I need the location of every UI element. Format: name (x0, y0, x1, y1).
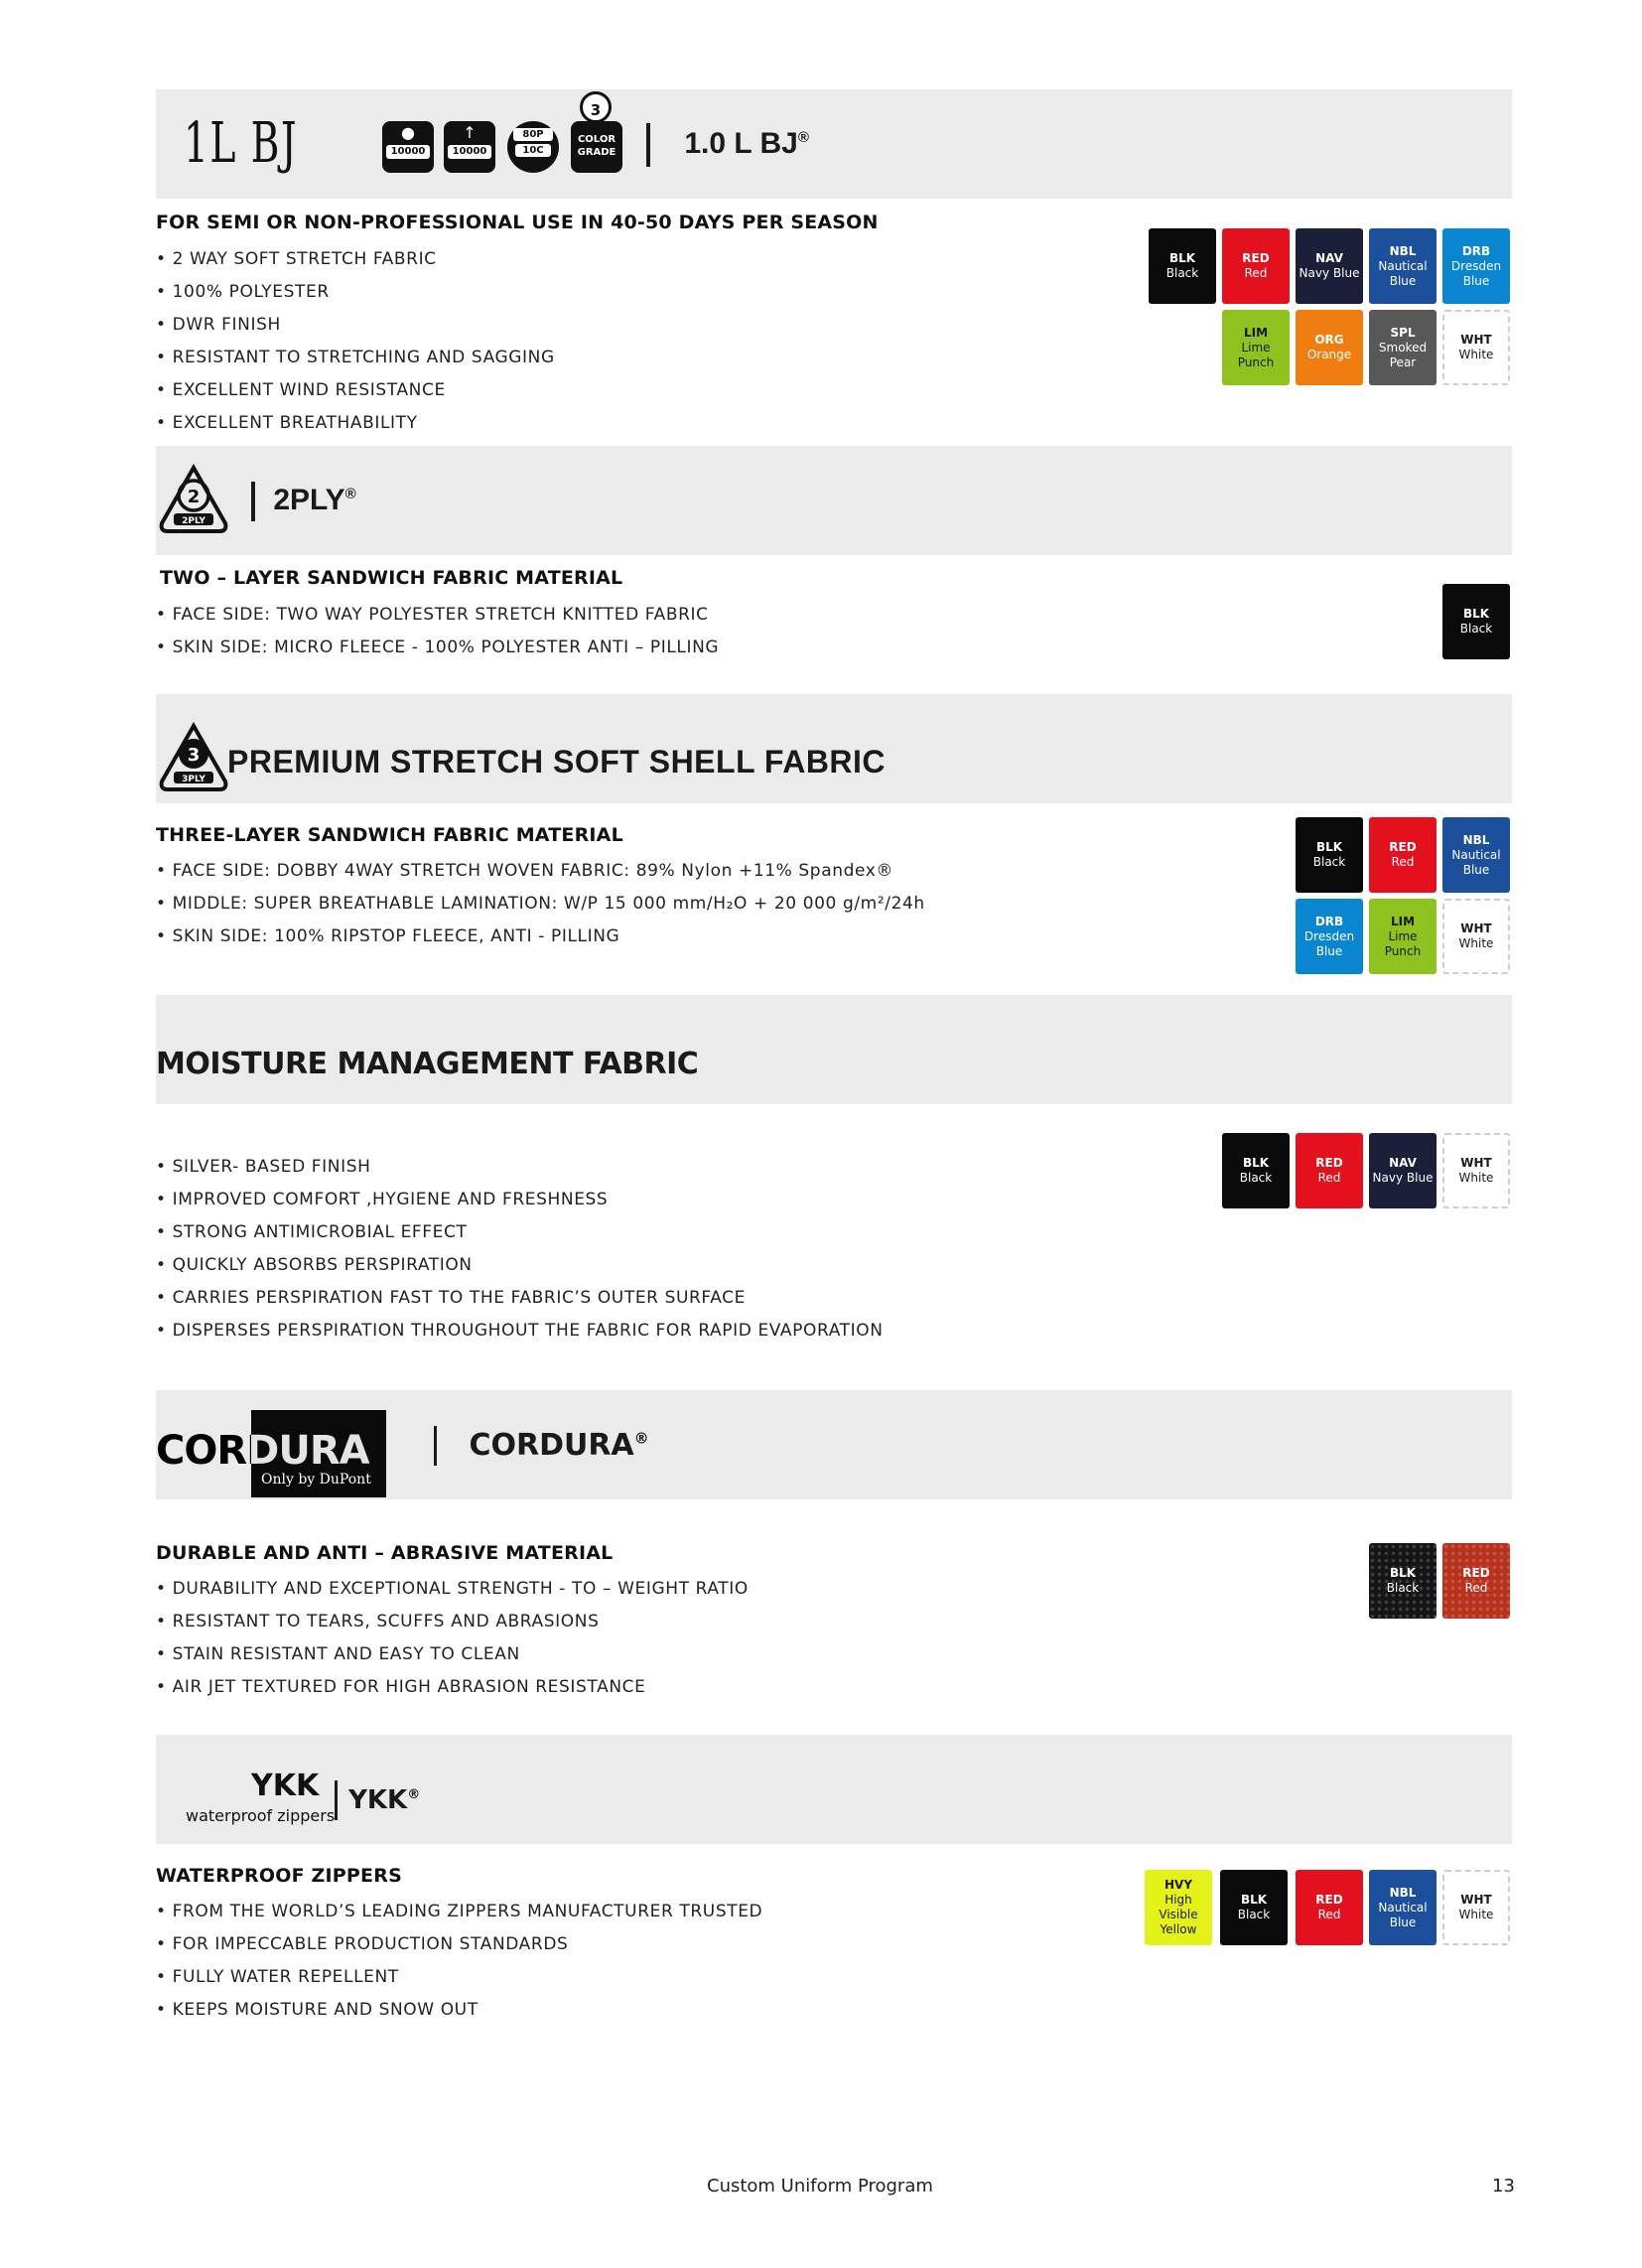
cordura-subhead: DURABLE AND ANTI – ABRASIVE MATERIAL (156, 1542, 614, 1564)
swatch-code: NBL (1462, 832, 1490, 847)
swatch-color-name: Nautical Blue (1451, 847, 1501, 877)
color-swatch-nbl (1369, 1870, 1437, 1945)
color-swatch-wht (1442, 1870, 1510, 1945)
swatch-code: LIM (1390, 914, 1416, 928)
registered-mark: ® (407, 1786, 421, 1802)
swatch-color-name: Nautical Blue (1378, 1900, 1428, 1929)
twoply-title: 2PLY (273, 483, 345, 516)
list-item: • SKIN SIDE: MICRO FLEECE - 100% POLYESTER ANTI – PILLING (156, 632, 719, 664)
list-item: • FOR IMPECCABLE PRODUCTION STANDARDS (156, 1928, 762, 1961)
list-item: • QUICKLY ABSORBS PERSPIRATION (156, 1249, 884, 1282)
list-item: • EXCELLENT WIND RESISTANCE (156, 374, 555, 407)
swatch-color-name: White (1458, 1908, 1494, 1921)
swatch-color-name: Dresden Blue (1450, 258, 1502, 288)
color-swatch-nbl (1369, 228, 1437, 304)
ykk-subhead: WATERPROOF ZIPPERS (156, 1865, 402, 1887)
swatch-color-name: White (1458, 936, 1494, 950)
swatch-color-name: Lime Punch (1237, 340, 1275, 369)
swatch-color-name: High Visible Yellow (1159, 1893, 1198, 1936)
color-swatch-spl (1369, 310, 1437, 385)
title-separator (251, 482, 255, 521)
softshell-title: PREMIUM STRETCH SOFT SHELL FABRIC (227, 744, 887, 780)
color-swatch-blk (1369, 1543, 1437, 1619)
swatch-color-name: Red (1317, 1908, 1341, 1921)
swatch-code: ORG (1314, 333, 1344, 347)
cordura-header-band (156, 1390, 1512, 1499)
color-swatch-blk (1296, 817, 1363, 893)
color-swatch-wht (1442, 1133, 1510, 1208)
moisture-title: MOISTURE MANAGEMENT FABRIC (156, 1047, 699, 1081)
threeply-logo-icon (156, 722, 231, 793)
swatch-code: NAV (1389, 1156, 1417, 1170)
cordura-title: CORDURA (469, 1427, 634, 1463)
ykk-header-band (156, 1735, 1512, 1844)
swatch-code: LIM (1243, 325, 1269, 340)
color-swatch-nbl (1442, 817, 1510, 893)
softshell-header-band (156, 694, 1512, 803)
cordura-title-group (434, 1426, 649, 1466)
swatch-code: RED (1462, 1566, 1490, 1580)
list-item: • FACE SIDE: DOBBY 4WAY STRETCH WOVEN FABRIC: 89% Nylon +11% Spandex® (156, 855, 925, 888)
swatch-code: NBL (1389, 1885, 1417, 1900)
list-item: • 100% POLYESTER (156, 276, 555, 309)
swatch-color-name: Red (1464, 1581, 1488, 1595)
swatch-color-name: White (1458, 1171, 1494, 1185)
swatch-code: BLK (1462, 607, 1490, 621)
color-swatch-hvy (1145, 1870, 1212, 1945)
footer-title: Custom Uniform Program (707, 2176, 933, 2197)
page-number: 13 (1492, 2176, 1515, 2197)
registered-mark: ® (633, 1429, 649, 1448)
cordura-bullets (156, 1573, 749, 1704)
swatch-color-name: Red (1244, 266, 1268, 280)
svg-text:2: 2 (187, 487, 201, 507)
bj-logo: 1L BJ (184, 111, 298, 176)
color-swatch-red (1296, 1133, 1363, 1208)
swatch-code: WHT (1460, 1156, 1492, 1170)
title-separator (434, 1426, 437, 1466)
swatch-color-name: Red (1391, 855, 1415, 869)
cordura-logo: CORDURA Only by DuPont (156, 1410, 386, 1497)
color-swatch-drb (1442, 228, 1510, 304)
color-swatch-nav (1296, 228, 1363, 304)
swatch-color-name: Dresden Blue (1303, 928, 1355, 958)
swatch-code: BLK (1315, 840, 1343, 854)
list-item: • MIDDLE: SUPER BREATHABLE LAMINATION: W/P 15 000 mm/H₂O + 20 000 g/m²/24h (156, 888, 925, 921)
list-item: • STAIN RESISTANT AND EASY TO CLEAN (156, 1638, 749, 1671)
swatch-color-name: Navy Blue (1372, 1171, 1434, 1185)
color-swatch-wht (1442, 899, 1510, 974)
color-swatch-red (1222, 228, 1290, 304)
swatch-code: WHT (1460, 921, 1492, 935)
list-item: • AIR JET TEXTURED FOR HIGH ABRASION RESISTANCE (156, 1671, 749, 1704)
list-item: • KEEPS MOISTURE AND SNOW OUT (156, 1994, 762, 2027)
list-item: • RESISTANT TO STRETCHING AND SAGGING (156, 342, 555, 374)
swatch-code: BLK (1242, 1156, 1270, 1170)
color-grade-icon: 3 COLOR GRADE (571, 91, 622, 173)
swatch-code: NAV (1315, 251, 1343, 265)
waterproof-rating-icon: ● 10000 (382, 121, 434, 173)
color-swatch-red (1296, 1870, 1363, 1945)
registered-mark: ® (797, 128, 809, 146)
color-swatch-org (1296, 310, 1363, 385)
swatch-code: RED (1315, 1156, 1343, 1170)
bj-header-band (156, 89, 1512, 199)
swatch-code: DRB (1461, 243, 1491, 258)
swatch-color-name: Black (1312, 855, 1346, 869)
color-swatch-lim (1369, 899, 1437, 974)
color-swatch-wht (1442, 310, 1510, 385)
registered-mark: ® (344, 485, 356, 502)
moisture-bullets (156, 1151, 884, 1347)
bj-title: 1.0 L BJ (684, 126, 798, 160)
bj-bullets (156, 243, 555, 440)
list-item: • IMPROVED COMFORT ,HYGIENE AND FRESHNESS (156, 1184, 884, 1216)
twoply-title-group (251, 482, 356, 521)
swatch-code: BLK (1168, 251, 1196, 265)
swatch-code: RED (1389, 840, 1417, 854)
swatch-code: RED (1242, 251, 1270, 265)
list-item: • SILVER- BASED FINISH (156, 1151, 884, 1184)
swatch-code: DRB (1314, 914, 1344, 928)
svg-text:3: 3 (187, 745, 201, 766)
color-swatch-red (1442, 1543, 1510, 1619)
swatch-code: WHT (1460, 1893, 1492, 1907)
swatch-code: BLK (1240, 1893, 1268, 1907)
swatch-color-name: Black (1237, 1908, 1271, 1921)
swatch-code: HVY (1163, 1878, 1193, 1892)
softshell-bullets (156, 855, 925, 953)
swatch-code: BLK (1389, 1566, 1417, 1580)
svg-text:2PLY: 2PLY (182, 516, 205, 526)
swatch-color-name: Navy Blue (1299, 266, 1360, 280)
wash-temperature-icon: 80P 10C (507, 121, 559, 173)
moisture-header-band (156, 995, 1512, 1104)
ykk-title: YKK (348, 1784, 408, 1815)
ykk-title-group (335, 1780, 420, 1820)
color-swatch-lim (1222, 310, 1290, 385)
ykk-bullets (156, 1896, 762, 2027)
list-item: • FACE SIDE: TWO WAY POLYESTER STRETCH KNITTED FABRIC (156, 599, 719, 632)
breathability-rating-icon: ↑ 10000 (444, 121, 495, 173)
swatch-color-name: Smoked Pear (1378, 340, 1428, 369)
swatch-color-name: Orange (1306, 348, 1352, 361)
color-swatch-blk (1149, 228, 1216, 304)
swatch-color-name: Lime Punch (1384, 928, 1422, 958)
color-swatch-red (1369, 817, 1437, 893)
color-swatch-blk (1220, 1870, 1288, 1945)
list-item: • DISPERSES PERSPIRATION THROUGHOUT THE FABRIC FOR RAPID EVAPORATION (156, 1315, 884, 1347)
list-item: • 2 WAY SOFT STRETCH FABRIC (156, 243, 555, 276)
swatch-color-name: Black (1386, 1581, 1420, 1595)
color-swatch-drb (1296, 899, 1363, 974)
list-item: • CARRIES PERSPIRATION FAST TO THE FABRIC’S OUTER SURFACE (156, 1282, 884, 1315)
swatch-color-name: Black (1239, 1171, 1273, 1185)
swatch-code: RED (1315, 1893, 1343, 1907)
softshell-subhead: THREE-LAYER SANDWICH FABRIC MATERIAL (156, 824, 623, 846)
twoply-logo-icon (156, 464, 231, 535)
swatch-color-name: Black (1165, 266, 1199, 280)
svg-text:3PLY: 3PLY (182, 775, 205, 784)
twoply-subhead: TWO – LAYER SANDWICH FABRIC MATERIAL (160, 567, 623, 589)
color-swatch-nav (1369, 1133, 1437, 1208)
list-item: • DWR FINISH (156, 309, 555, 342)
list-item: • STRONG ANTIMICROBIAL EFFECT (156, 1216, 884, 1249)
swatch-color-name: Red (1317, 1171, 1341, 1185)
swatch-code: SPL (1390, 325, 1416, 340)
color-swatch-blk (1442, 584, 1510, 659)
twoply-header-band (156, 446, 1512, 555)
list-item: • SKIN SIDE: 100% RIPSTOP FLEECE, ANTI - PILLING (156, 921, 925, 953)
list-item: • FULLY WATER REPELLENT (156, 1961, 762, 1994)
title-separator (335, 1780, 338, 1820)
list-item: • EXCELLENT BREATHABILITY (156, 407, 555, 440)
bj-subhead: FOR SEMI OR NON-PROFESSIONAL USE IN 40-50 DAYS PER SEASON (156, 212, 879, 233)
swatch-color-name: Nautical Blue (1378, 258, 1428, 288)
swatch-color-name: Black (1459, 622, 1493, 636)
ykk-logo: YKK waterproof zippers (186, 1769, 336, 1825)
title-separator (646, 123, 650, 167)
swatch-code: WHT (1460, 333, 1492, 347)
list-item: • DURABILITY AND EXCEPTIONAL STRENGTH - TO – WEIGHT RATIO (156, 1573, 749, 1606)
bj-title-group (646, 123, 809, 167)
swatch-code: NBL (1389, 243, 1417, 258)
color-swatch-blk (1222, 1133, 1290, 1208)
list-item: • RESISTANT TO TEARS, SCUFFS AND ABRASIONS (156, 1606, 749, 1638)
swatch-color-name: White (1458, 348, 1494, 361)
list-item: • FROM THE WORLD’S LEADING ZIPPERS MANUFACTURER TRUSTED (156, 1896, 762, 1928)
twoply-bullets (156, 599, 719, 664)
